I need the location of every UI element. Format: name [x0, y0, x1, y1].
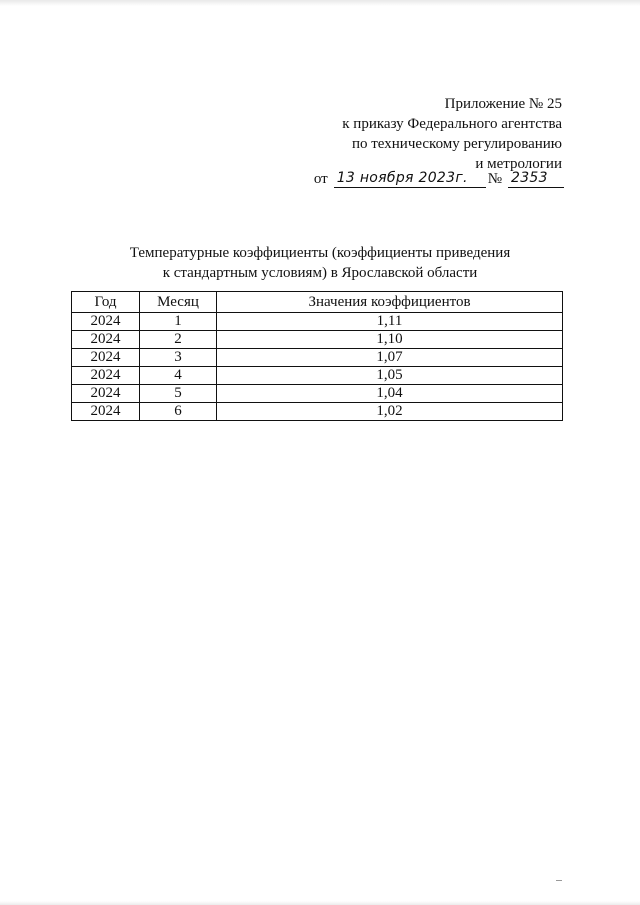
appendix-line-metrology: и метрологии [475, 156, 562, 172]
cell-year: 2024 [72, 331, 140, 349]
cell-month: 1 [140, 313, 217, 331]
appendix-header [342, 94, 562, 174]
table-row [72, 331, 563, 349]
title-line-2: к стандартным условиям) в Ярославской области [162, 265, 478, 281]
cell-value: 1,05 [217, 367, 563, 385]
cell-value: 1,10 [217, 331, 563, 349]
appendix-line-agency: по техническому регулированию [351, 136, 562, 152]
appendix-line-order: к приказу Федерального агентства [342, 116, 562, 132]
cell-value: 1,02 [217, 403, 563, 421]
document-title [0, 243, 640, 283]
header-year: Год [72, 292, 140, 313]
cell-month: 5 [140, 385, 217, 403]
order-from-label: от [313, 171, 328, 187]
title-line-1: Температурные коэффициенты (коэффициенты приведения [129, 245, 511, 261]
coefficients-table [71, 291, 563, 421]
cell-month: 4 [140, 367, 217, 385]
cell-value: 1,11 [217, 313, 563, 331]
scan-mark [556, 880, 562, 881]
cell-year: 2024 [72, 367, 140, 385]
page-edge-bottom [0, 901, 640, 905]
cell-month: 3 [140, 349, 217, 367]
order-date-line [314, 170, 564, 188]
table-row [72, 385, 563, 403]
cell-year: 2024 [72, 313, 140, 331]
cell-value: 1,04 [217, 385, 563, 403]
cell-month: 2 [140, 331, 217, 349]
table-header-row [72, 292, 563, 313]
order-date-handwritten: 13 ноября 2023г. [334, 170, 486, 188]
cell-year: 2024 [72, 385, 140, 403]
table-row [72, 367, 563, 385]
header-value: Значения коэффициентов [217, 292, 563, 313]
header-month: Месяц [140, 292, 217, 313]
table-row [72, 313, 563, 331]
cell-value: 1,07 [217, 349, 563, 367]
order-number-handwritten: 2353 [508, 170, 564, 188]
cell-year: 2024 [72, 403, 140, 421]
appendix-number: Приложение № 25 [444, 96, 562, 112]
cell-month: 6 [140, 403, 217, 421]
cell-year: 2024 [72, 349, 140, 367]
page-edge-top [0, 0, 640, 6]
table-row [72, 403, 563, 421]
order-number-label: № [487, 171, 502, 187]
table-row [72, 349, 563, 367]
